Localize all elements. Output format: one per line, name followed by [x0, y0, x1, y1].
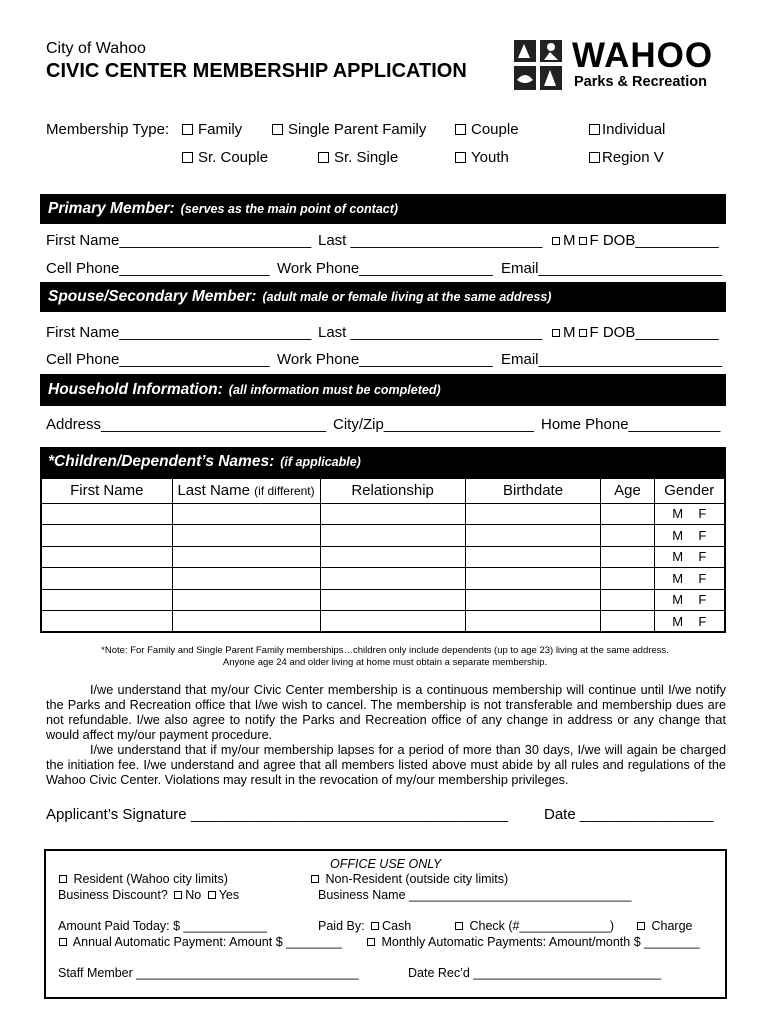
primary-last-name-field[interactable]: Last _______________________	[318, 232, 543, 249]
checkbox-icon	[272, 124, 283, 135]
charge-option[interactable]: Charge	[634, 919, 692, 933]
signature-date-field[interactable]: Date ________________	[544, 806, 714, 823]
table-header-row	[41, 478, 725, 503]
logo-subtext: Parks & Recreation	[574, 74, 707, 90]
primary-email-field[interactable]: Email______________________	[501, 260, 723, 277]
checkbox-icon	[59, 938, 67, 946]
checkbox-family[interactable]: Family	[182, 121, 242, 138]
city-zip-field[interactable]: City/Zip__________________	[333, 416, 534, 433]
checkbox-youth[interactable]: Youth	[455, 149, 509, 166]
primary-member-header: Primary Member: (serves as the main point of contact)	[40, 194, 726, 224]
business-discount[interactable]: Business Discount? No Yes	[58, 888, 240, 902]
col-age: Age	[601, 478, 654, 503]
checkbox-individual[interactable]: Individual	[589, 121, 665, 138]
checkbox-icon	[579, 329, 587, 337]
logo-emblem-icon	[512, 38, 567, 94]
checkbox-icon	[182, 124, 193, 135]
checkbox-icon	[59, 875, 67, 883]
city-name: City of Wahoo	[46, 40, 146, 57]
children-table	[40, 477, 726, 633]
checkbox-icon	[371, 922, 379, 930]
annual-payment-field[interactable]: Annual Automatic Payment: Amount $ ________	[56, 935, 342, 949]
resident-checkbox[interactable]: Resident (Wahoo city limits)	[56, 872, 228, 886]
spouse-work-phone-field[interactable]: Work Phone________________	[277, 351, 493, 368]
checkbox-couple[interactable]: Couple	[455, 121, 519, 138]
primary-gender-dob[interactable]: M F DOB__________	[549, 232, 719, 249]
signature-field[interactable]: Applicant’s Signature ______________________________________	[46, 806, 508, 823]
paid-by-options[interactable]: Paid By: Cash	[318, 919, 412, 933]
checkbox-icon	[208, 891, 216, 899]
col-gender: Gender	[654, 478, 725, 503]
col-birthdate: Birthdate	[465, 478, 601, 503]
monthly-payment-field[interactable]: Monthly Automatic Payments: Amount/month $ ________	[364, 935, 700, 949]
checkbox-single-parent-family[interactable]: Single Parent Family	[272, 121, 426, 138]
amount-paid-field[interactable]: Amount Paid Today: $ ____________	[58, 919, 267, 933]
primary-work-phone-field[interactable]: Work Phone________________	[277, 260, 493, 277]
primary-cell-phone-field[interactable]: Cell Phone__________________	[46, 260, 270, 277]
table-row: M F	[41, 589, 725, 611]
home-phone-field[interactable]: Home Phone___________	[541, 416, 721, 433]
table-row: M F	[41, 568, 725, 590]
nonresident-checkbox[interactable]: Non-Resident (outside city limits)	[308, 872, 508, 886]
staff-member-field[interactable]: Staff Member ________________________________	[58, 966, 359, 980]
checkbox-sr-couple[interactable]: Sr. Couple	[182, 149, 268, 166]
logo-text: WAHOO	[572, 36, 714, 75]
agreement-paragraph-2: I/we understand that if my/our membership lapses for a period of more than 30 days, I/we will again be charged the initiation fee. I/we understand and agree that all members listed above must abide by all rules and regulations of the Wahoo Civic Center. Violations may result in the revocation of my/our membership privileges.	[46, 743, 726, 787]
table-row: M F	[41, 525, 725, 547]
checkbox-icon	[579, 237, 587, 245]
checkbox-icon	[552, 237, 560, 245]
checkbox-icon	[455, 922, 463, 930]
checkbox-icon	[367, 938, 375, 946]
office-use-box	[44, 849, 727, 999]
spouse-cell-phone-field[interactable]: Cell Phone__________________	[46, 351, 270, 368]
checkbox-icon	[182, 152, 193, 163]
spouse-first-name-field[interactable]: First Name_______________________	[46, 324, 312, 341]
household-header: Household Information: (all information must be completed)	[40, 374, 726, 406]
checkbox-icon	[455, 152, 466, 163]
children-header: *Children/Dependent’s Names: (if applicable)	[40, 447, 726, 477]
page-title: CIVIC CENTER MEMBERSHIP APPLICATION	[46, 60, 467, 82]
checkbox-region-v[interactable]: Region V	[589, 149, 664, 166]
spouse-gender-dob[interactable]: M F DOB__________	[549, 324, 719, 341]
col-first-name: First Name	[41, 478, 172, 503]
check-option[interactable]: Check (#_____________)	[452, 919, 614, 933]
address-field[interactable]: Address___________________________	[46, 416, 327, 433]
agreement-paragraph-1: I/we understand that my/our Civic Center membership is a continuous membership will continue until I/we notify the Parks and Recreation office that I/we wish to cancel. The membership is not transferable and membership dues are not refundable. I/we also agree to notify the Parks and Recreation office of any change in address or any change that would affect my/our payment procedure.	[46, 683, 726, 742]
primary-first-name-field[interactable]: First Name_______________________	[46, 232, 312, 249]
date-received-field[interactable]: Date Rec’d ___________________________	[408, 966, 662, 980]
dependents-note: *Note: For Family and Single Parent Family memberships…children only include dependents (up to age 23) living at the same address. Anyone age 24 and older living at home must obtain a separate membership.	[101, 645, 669, 668]
business-name-field[interactable]: Business Name ________________________________	[318, 888, 632, 902]
checkbox-icon	[589, 152, 600, 163]
checkbox-icon	[455, 124, 466, 135]
checkbox-icon	[174, 891, 182, 899]
office-use-title: OFFICE USE ONLY	[330, 857, 442, 871]
checkbox-icon	[311, 875, 319, 883]
table-row: M F	[41, 611, 725, 633]
checkbox-icon	[552, 329, 560, 337]
checkbox-icon	[589, 124, 600, 135]
table-row: M F	[41, 546, 725, 568]
checkbox-icon	[318, 152, 329, 163]
membership-type-label: Membership Type:	[46, 121, 170, 138]
col-relationship: Relationship	[320, 478, 465, 503]
checkbox-icon	[637, 922, 645, 930]
checkbox-sr-single[interactable]: Sr. Single	[318, 149, 398, 166]
col-last-name: Last Name (if different)	[172, 478, 320, 503]
spouse-last-name-field[interactable]: Last _______________________	[318, 324, 543, 341]
spouse-member-header: Spouse/Secondary Member: (adult male or female living at the same address)	[40, 282, 726, 312]
spouse-email-field[interactable]: Email______________________	[501, 351, 723, 368]
table-row: M F	[41, 503, 725, 525]
